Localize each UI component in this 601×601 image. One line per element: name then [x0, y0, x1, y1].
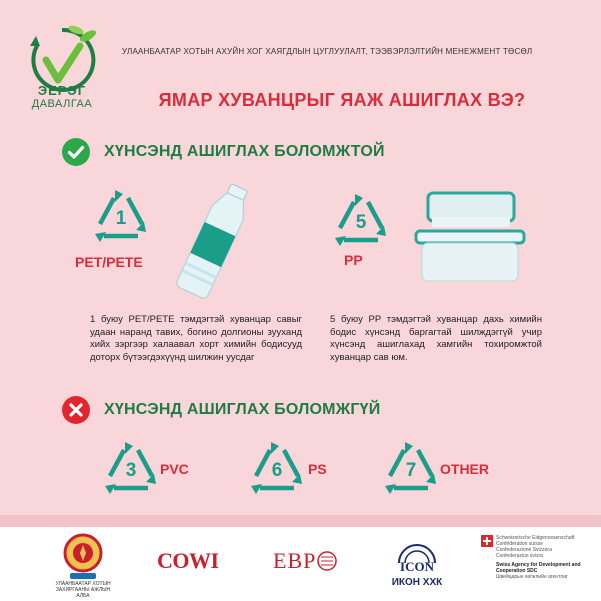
logo-subtitle: ДАВАЛГАА [31, 98, 93, 110]
swiss-agency: Swiss Agency for Development and Cooperation SDC [496, 562, 581, 574]
icon-company-name: ИКОН ХХК [391, 577, 443, 588]
ebp-logo: EBP [273, 548, 317, 573]
swiss-mongolian: Швейцарын хөгжлийн агентлаг [496, 574, 568, 580]
food-container-image [410, 185, 530, 285]
swiss-sdc-logo [496, 535, 596, 580]
icon-company-logo [395, 533, 439, 577]
bottom-strip [0, 515, 601, 527]
swiss-line: Schweizerische Eidgenossenschaft [496, 535, 575, 541]
icon-logo-text: ICON [400, 559, 434, 574]
check-circle-icon [62, 138, 90, 166]
ebp-circle-icon [316, 550, 338, 572]
recycle-code-6 [246, 440, 308, 502]
recycle-number: 7 [405, 460, 417, 481]
swiss-flag-icon [481, 535, 493, 547]
code-label-pet: PET/PETE [75, 254, 143, 270]
code-label-pp: PP [344, 252, 363, 268]
unsafe-section-title: ХҮНСЭНД АШИГЛАХ БОЛОМЖГҮЙ [104, 401, 381, 418]
code-label-other: OTHER [440, 461, 489, 477]
recycle-code-3 [100, 440, 162, 502]
swiss-line: Confederaziun svizra [496, 553, 543, 559]
cowi-logo: COWI [157, 548, 219, 573]
logo-name: ЭЕРЭГ [37, 83, 87, 98]
page-title: ЯМАР ХУВАНЦРЫГ ЯАЖ АШИГЛАХ ВЭ? [158, 90, 526, 110]
x-circle-icon [62, 396, 90, 424]
recycle-number: 6 [271, 460, 283, 481]
swiss-line: Confederazione Svizzera [496, 547, 552, 553]
swiss-line: Confédération suisse [496, 541, 543, 547]
recycle-number: 3 [125, 460, 137, 481]
safe-section-title: ХҮНСЭНД АШИГЛАХ БОЛОМЖТОЙ [104, 143, 385, 160]
project-title: УЛААНБААТАР ХОТЫН АХУЙН ХОГ ХАЯГДЛЫН ЦУГЛУУЛАЛТ, ТЭЭВЭРЛЭЛТИЙН МЕНЕЖМЕНТ ТӨСӨЛ [122, 47, 533, 56]
code-label-ps: PS [308, 461, 327, 477]
ub-caption: УЛААНБААТАР ХОТЫН ЗАХИРГААНЫ АЖЛЫН АЛБА [55, 581, 111, 599]
pet-description: 1 буюу PET/PETE тэмдэгтэй хуванцар савыг удаан наранд тавих, богино долгионы зууханд хийх зэргээр халаавал хорт химийн бодисууд доторх бүтээгдэхүүнд шилжин уусдаг [90, 314, 302, 363]
pp-description: 5 буюу PP тэмдэгтэй хуванцар дахь химийн бодис хүнсэнд баргагтай шилждэггүй учир хүнсэнд ашиглахад хамгийн тохиромжтой хуванцар сав юм. [330, 314, 542, 363]
plastic-bottle-image [170, 180, 260, 300]
ulaanbaatar-emblem-logo [60, 531, 106, 581]
recycle-code-5 [330, 192, 392, 254]
recycle-number: 1 [115, 208, 127, 229]
recycle-code-1 [90, 188, 152, 250]
recycle-code-7 [380, 440, 442, 502]
code-label-pvc: PVC [160, 461, 189, 477]
recycle-number: 5 [355, 212, 367, 233]
